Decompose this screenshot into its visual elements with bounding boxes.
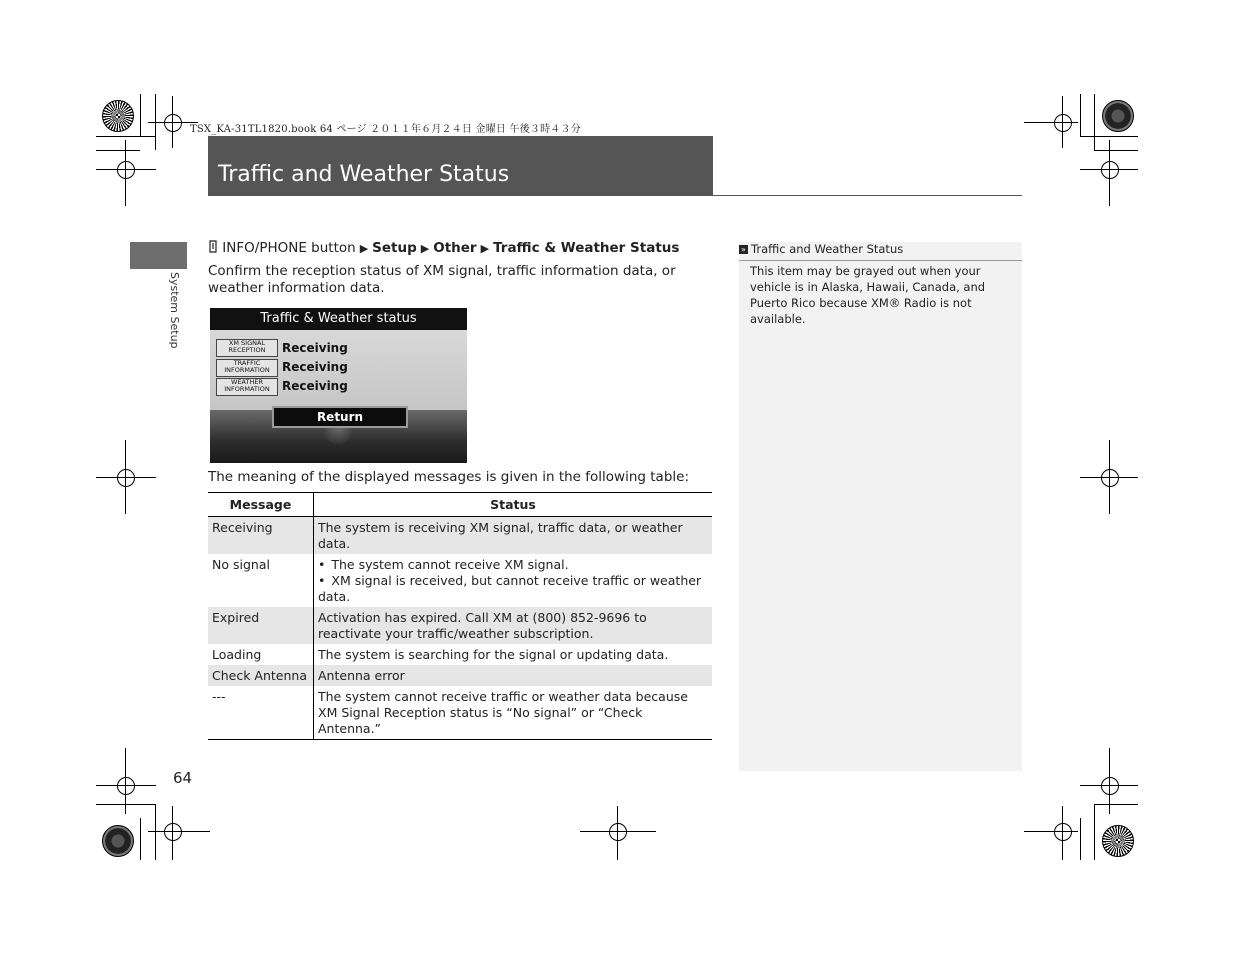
section-label: System Setup [168,272,181,349]
crosshair-icon [1101,777,1119,795]
crosshair-icon [1054,114,1072,132]
status-cell: The system is receiving XM signal, traffic data, or weather data. [314,517,713,555]
note-body: This item may be grayed out when your vehicle is in Alaska, Hawaii, Canada, and Puerto Rico because XM® Radio is not available. [750,264,986,326]
crosshair-icon [1101,161,1119,179]
status-value: Receiving [282,341,348,355]
note-heading: » Traffic and Weather Status [739,242,1022,261]
status-cell: The system is searching for the signal or updating data. [318,647,669,662]
status-chip: WEATHER INFORMATION [216,378,278,396]
breadcrumb-step: Traffic & Weather Status [493,240,680,256]
crosshair-icon [609,823,627,841]
page-title: Traffic and Weather Status [218,162,510,187]
column-header: Status [314,493,713,517]
home-icon [208,240,222,256]
table-header-row [208,493,712,517]
status-value: Receiving [282,360,348,374]
registration-rosette-icon [1102,100,1134,132]
crosshair-icon [117,777,135,795]
note-box [739,242,1022,771]
registration-rosette-icon [102,825,134,857]
arrow-right-icon: ▶ [359,242,369,255]
column-header: Message [208,493,314,517]
print-header: TSX_KA-31TL1820.book 64 ページ ２０１１年６月２４日 金曜日 午後３時４３分 [190,124,581,135]
note-arrow-icon: » [739,245,748,254]
page-number: 64 [173,769,193,787]
status-value: Receiving [282,379,348,393]
table-row [208,665,712,686]
table-row [208,554,712,607]
message-cell: No signal [208,554,314,607]
section-tab [130,242,187,269]
nav-screen-image [210,308,467,463]
arrow-right-icon: ▶ [420,242,430,255]
title-rule [713,195,1022,196]
crosshair-icon [117,469,135,487]
arrow-right-icon: ▶ [480,242,490,255]
screen-title: Traffic & Weather status [210,308,467,330]
table-row [208,517,712,555]
message-cell: Loading [208,644,314,665]
table-row [208,686,712,740]
table-intro: The meaning of the displayed messages is given in the following table: [208,469,690,485]
message-cell: --- [208,686,314,740]
crosshair-icon [164,114,182,132]
status-cell: The system cannot receive traffic or weather data because XM Signal Reception status is “No signal” or “Check Antenna.” [314,686,713,740]
breadcrumb [208,240,679,256]
crosshair-icon [1101,469,1119,487]
intro-text: Confirm the reception status of XM signal, traffic information data, or weather information data. [208,263,676,296]
table-row [208,644,712,665]
bullet-item: • XM signal is received, but cannot receive traffic or weather data. [318,573,708,605]
registration-rosette-icon [102,100,134,132]
status-chip: TRAFFIC INFORMATION [216,359,278,377]
status-cell: Antenna error [314,665,713,686]
message-cell: Receiving [208,517,314,555]
bullet-item: • The system cannot receive XM signal. [318,557,708,573]
status-chip: XM SIGNAL RECEPTION [216,339,278,357]
breadcrumb-step: Setup [372,240,417,256]
status-cell [314,554,713,607]
crosshair-icon [117,161,135,179]
breadcrumb-start: INFO/PHONE button [222,240,356,256]
breadcrumb-step: Other [433,240,477,256]
crosshair-icon [164,823,182,841]
registration-rosette-icon [1102,825,1134,857]
status-cell: Activation has expired. Call XM at (800) 852-9696 to reactivate your traffic/weather subscription. [314,607,713,644]
message-cell: Check Antenna [208,665,314,686]
status-table [208,492,712,740]
table-row [208,607,712,644]
crosshair-icon [1054,823,1072,841]
return-button: Return [272,406,408,428]
message-cell: Expired [208,607,314,644]
